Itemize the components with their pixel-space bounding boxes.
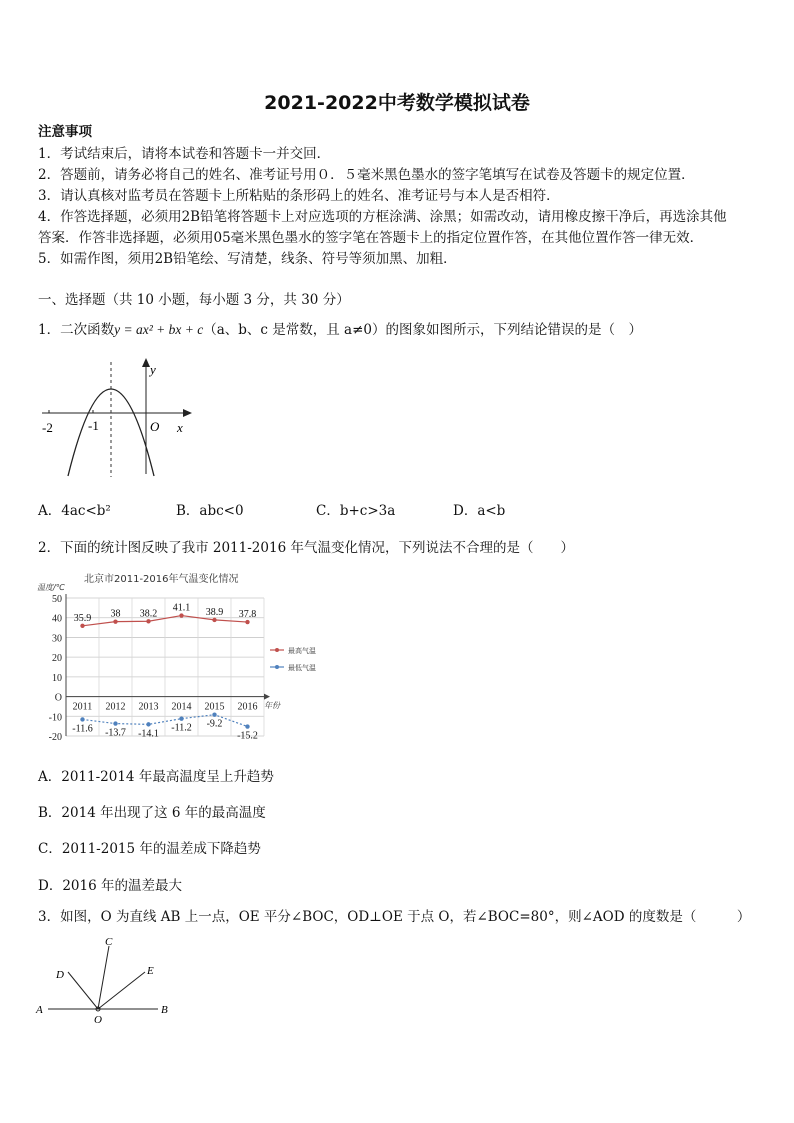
- question-2-stem: 2．下面的统计图反映了我市 2011-2016 年气温变化情况，下列说法不合理的是（ ）: [38, 540, 574, 556]
- chart-point: [245, 724, 249, 728]
- chart-legend-label: 最高气温: [288, 647, 316, 655]
- notice-item-4-cont: 答案．作答非选择题，必须用05毫米黑色墨水的签字笔在答题卡上的指定位置作答，在其他位置作答一律无效．: [38, 230, 704, 246]
- origin-label: O: [150, 419, 160, 434]
- chart-legend-marker: [275, 665, 279, 669]
- chart-point: [245, 620, 249, 624]
- label-minus-1: -1: [88, 418, 99, 433]
- y-axis-arrow: [142, 358, 150, 367]
- label-e: E: [147, 965, 154, 977]
- ray-oc: [98, 946, 109, 1009]
- chart-ytick-label: 50: [52, 594, 62, 605]
- q1-option-b[interactable]: B．abc<0: [176, 503, 244, 519]
- chart-data-label: 38.2: [139, 608, 158, 620]
- chart-data-label: -9.2: [206, 718, 223, 730]
- chart-ytick-label: O: [54, 692, 62, 704]
- q2-option-c[interactable]: C．2011-2015 年的温差成下降趋势: [38, 841, 261, 857]
- chart-ytick-label: 10: [52, 672, 62, 684]
- chart-data-label: -15.2: [237, 730, 258, 742]
- notice-item-3: 3．请认真核对监考员在答题卡上所粘贴的条形码上的姓名、准考证号与本人是否相符．: [38, 188, 560, 204]
- q2-option-b[interactable]: B．2014 年出现了这 6 年的最高温度: [38, 805, 266, 821]
- chart-data-label: -14.1: [138, 728, 159, 740]
- chart-ytick-label: -10: [48, 712, 62, 724]
- x-axis-label: x: [177, 420, 183, 435]
- q1-option-a[interactable]: A．4ac<b²: [38, 503, 111, 519]
- chart-ylabel: 温度/℃: [37, 583, 65, 592]
- label-d: D: [56, 969, 64, 981]
- angle-diagram: [30, 930, 190, 1025]
- q1-formula: y = ax² + bx + c: [114, 322, 204, 337]
- chart-xtick-label: 2013: [138, 701, 159, 713]
- label-minus-2: -2: [42, 420, 53, 435]
- section-heading: 一、选择题（共 10 小题，每小题 3 分，共 30 分）: [38, 292, 350, 308]
- chart-point: [146, 722, 150, 726]
- label-c: C: [105, 936, 113, 948]
- chart-point: [80, 717, 84, 721]
- chart-legend-label: 最低气温: [288, 664, 316, 672]
- notice-heading: 注意事项: [38, 124, 92, 140]
- label-b: B: [161, 1004, 168, 1016]
- q1-prefix: 1．二次函数: [38, 322, 115, 338]
- q1-option-d[interactable]: D．a<b: [453, 503, 506, 519]
- label-a: A: [36, 1004, 43, 1016]
- temperature-chart: [34, 568, 334, 746]
- chart-data-label: 35.9: [73, 612, 92, 624]
- chart-ytick-label: 40: [52, 613, 62, 625]
- chart-data-label: 37.8: [238, 609, 257, 621]
- question-1-stem: [38, 318, 642, 338]
- q2-option-a[interactable]: A．2011-2014 年最高温度呈上升趋势: [38, 769, 274, 785]
- chart-data-label: 38.9: [205, 606, 224, 618]
- chart-x-arrow: [264, 694, 270, 700]
- ray-od: [68, 972, 98, 1009]
- chart-data-label: -13.7: [105, 727, 126, 739]
- page-title: 2021-2022中考数学模拟试卷: [264, 92, 530, 114]
- chart-point: [212, 618, 216, 622]
- question-3-stem: 3．如图，O 为直线 AB 上一点，OE 平分∠BOC，OD⊥OE 于点 O，若∠BOC=80°，则∠AOD 的度数是（ ）: [38, 909, 751, 925]
- chart-data-label: 38: [110, 608, 121, 620]
- chart-data-label: -11.2: [171, 722, 192, 734]
- chart-legend-marker: [275, 648, 279, 652]
- chart-xtick-label: 2015: [204, 701, 225, 713]
- notice-item-2: 2．答题前，请务必将自己的姓名、准考证号用０．５毫米黑色墨水的签字笔填写在试卷及答题卡的规定位置．: [38, 167, 695, 183]
- q1-suffix: （a、b、c 是常数，且 a≠0）的图象如图所示，下列结论错误的是（ ）: [203, 322, 642, 338]
- chart-xtick-label: 2011: [72, 701, 93, 713]
- chart-point: [146, 619, 150, 623]
- ray-oe: [98, 972, 145, 1009]
- notice-item-4: 4．作答选择题，必须用2B铅笔将答题卡上对应选项的方框涂满、涂黑；如需改动，请用橡皮擦干净后，再选涂其他: [38, 209, 727, 225]
- chart-xlabel: 年份: [264, 701, 280, 710]
- q1-option-c[interactable]: C．b+c>3a: [316, 503, 396, 519]
- chart-point: [113, 721, 117, 725]
- chart-ytick-label: 20: [52, 653, 62, 665]
- chart-xtick-label: 2016: [237, 701, 258, 713]
- chart-xtick-label: 2014: [171, 701, 192, 713]
- chart-xtick-label: 2012: [105, 701, 126, 713]
- chart-ytick-label: 30: [52, 633, 62, 645]
- q2-option-d[interactable]: D．2016 年的温差最大: [38, 878, 182, 894]
- chart-point: [179, 716, 183, 720]
- label-o: O: [94, 1014, 102, 1025]
- chart-point: [113, 619, 117, 623]
- notice-item-1: 1．考试结束后，请将本试卷和答题卡一并交回．: [38, 146, 331, 162]
- chart-ytick-label: -20: [48, 732, 62, 743]
- x-axis-arrow: [183, 409, 192, 417]
- chart-data-label: -11.6: [72, 723, 93, 735]
- chart-data-label: 41.1: [172, 602, 191, 614]
- parabola-graph: [36, 352, 206, 480]
- y-axis-label: y: [150, 362, 156, 377]
- chart-point: [179, 613, 183, 617]
- chart-point: [80, 624, 84, 628]
- chart-point: [212, 713, 216, 717]
- chart-title: 北京市2011-2016年气温变化情况: [84, 574, 239, 585]
- notice-item-5: 5．如需作图，须用2B铅笔绘、写清楚，线条、符号等须加黑、加粗．: [38, 251, 457, 267]
- parabola-curve: [68, 389, 154, 476]
